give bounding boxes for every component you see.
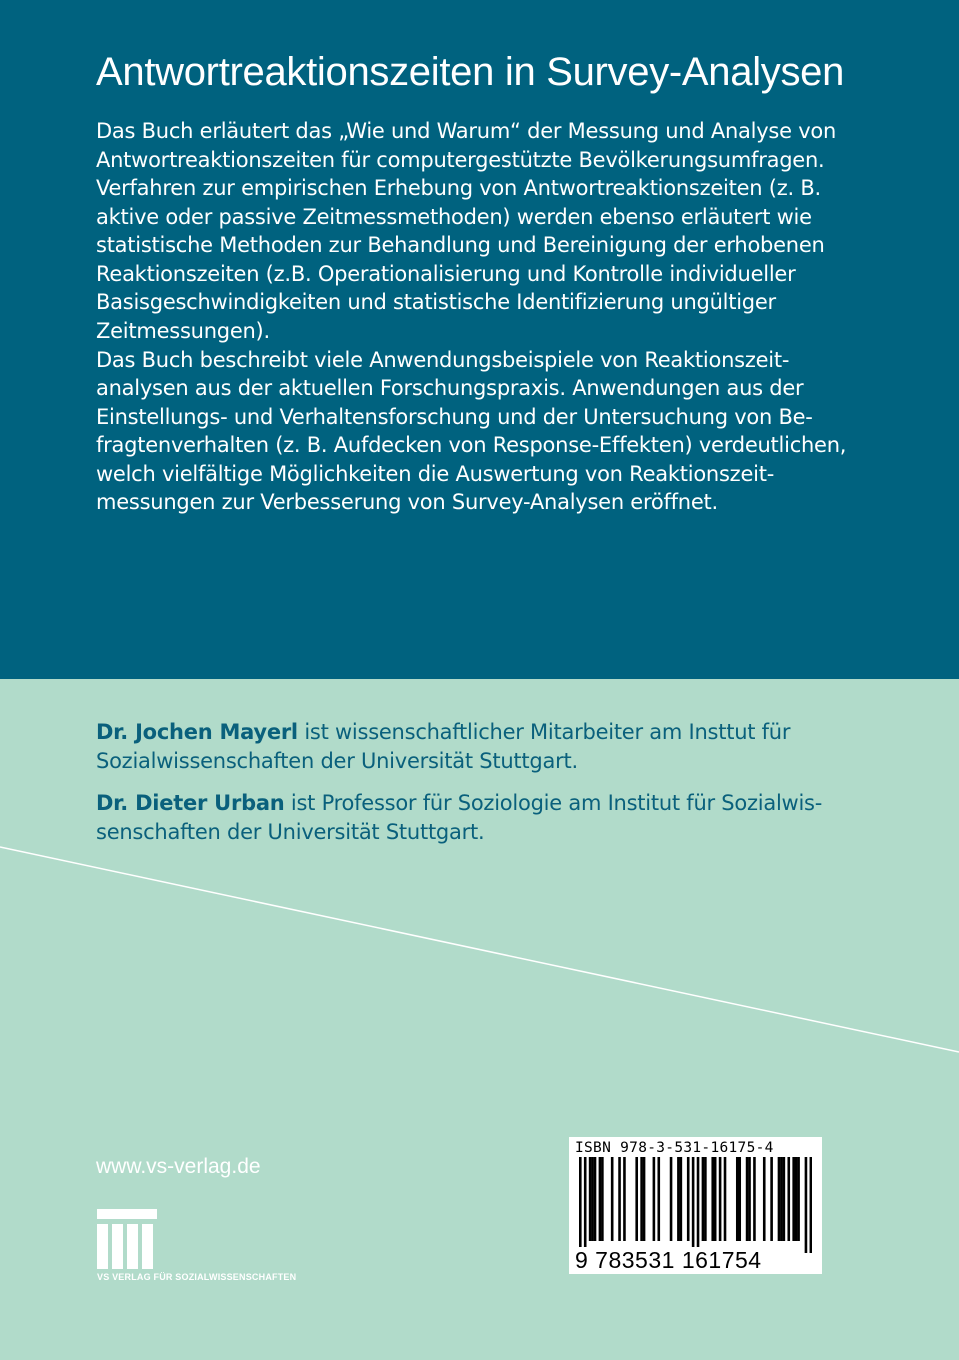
barcode-bar <box>746 1157 749 1241</box>
publisher-website-link[interactable]: www.vs-verlag.de <box>96 1155 261 1178</box>
description-line: Einstellungs- und Verhaltensforschung und der Untersuchung von Be- <box>96 405 813 429</box>
author-bio-text: ist wissenschaftlicher Mitarbeiter am Insttut für <box>297 720 791 744</box>
description-line: Das Buch erläutert das „Wie und Warum“ der Messung und Analyse von <box>96 119 837 143</box>
barcode-bar <box>724 1157 727 1241</box>
book-title: Antwortreaktionszeiten in Survey-Analysen <box>96 50 845 94</box>
barcode-bar <box>657 1157 660 1241</box>
barcode-bar <box>778 1157 781 1241</box>
barcode-bar <box>670 1157 673 1241</box>
description-line: fragtenverhalten (z. B. Aufdecken von Response-Effekten) verdeutlichen, <box>96 433 847 457</box>
barcode-bar <box>810 1157 812 1253</box>
barcode-bar <box>653 1157 656 1241</box>
barcode-bar <box>714 1157 717 1241</box>
barcode-bars <box>579 1157 812 1253</box>
barcode-bar <box>623 1157 626 1241</box>
barcode-bar <box>797 1157 800 1241</box>
description-line: analysen aus der aktuellen Forschungspraxis. Anwendungen aus der <box>96 376 804 400</box>
barcode-bar <box>611 1157 614 1241</box>
description-line: messungen zur Verbesserung von Survey-Analysen eröffnet. <box>96 490 718 514</box>
description-line: welch vielfältige Möglichkeiten die Auswertung von Reaktionszeit- <box>96 462 775 486</box>
barcode-bar <box>738 1157 741 1241</box>
barcode-bar <box>687 1157 690 1241</box>
barcode-bar <box>640 1157 643 1241</box>
barcode-bar <box>770 1157 773 1241</box>
barcode-bar <box>780 1157 783 1241</box>
description-line: Basisgeschwindigkeiten und statistische Identifizierung ungültiger <box>96 290 776 314</box>
isbn-digits: 9 783531 161754 <box>575 1247 762 1273</box>
barcode-bar <box>692 1157 695 1253</box>
barcode-bar <box>579 1157 582 1253</box>
barcode-bar <box>677 1157 680 1241</box>
description-line: statistische Methoden zur Behandlung und Bereinigung der erhobenen <box>96 233 825 257</box>
description-line: aktive oder passive Zeitmessmethoden) werden ebenso erläutert wie <box>96 205 812 229</box>
author-bio-line <box>96 791 822 815</box>
barcode-bar <box>589 1157 592 1241</box>
author-bio-line <box>96 720 790 744</box>
author-name: Dr. Jochen Mayerl <box>96 720 298 744</box>
barcode-bar <box>635 1157 638 1241</box>
barcode-bar <box>748 1157 751 1241</box>
description-line: Das Buch beschreibt viele Anwendungsbeispiele von Reaktionszeit- <box>96 348 790 372</box>
description-line: Zeitmessungen). <box>96 319 270 343</box>
author-bio-line: senschaften der Universität Stuttgart. <box>96 820 485 844</box>
barcode-bar <box>599 1157 602 1241</box>
barcode-bar <box>787 1157 790 1241</box>
description-line: Antwortreaktionszeiten für computergestützte Bevölkerungsumfragen. <box>96 148 825 172</box>
publisher-name: VS VERLAG FÜR SOZIALWISSENSCHAFTEN <box>97 1272 297 1282</box>
barcode-bar <box>591 1157 594 1241</box>
barcode-bar <box>704 1157 707 1241</box>
barcode-bar <box>795 1157 798 1241</box>
barcode-bar <box>680 1157 683 1241</box>
description-line: Reaktionszeiten (z.B. Operationalisierung und Kontrolle individueller <box>96 262 796 286</box>
description-line: Verfahren zur empirischen Erhebung von Antwortreaktionszeiten (z. B. <box>96 176 821 200</box>
author-bio-line: Sozialwissenschaften der Universität Stuttgart. <box>96 749 578 773</box>
barcode-bar <box>783 1157 786 1241</box>
barcode-bar <box>763 1157 766 1241</box>
barcode-bar <box>736 1157 739 1241</box>
barcode-bar <box>594 1157 597 1241</box>
barcode-bar <box>643 1157 646 1241</box>
barcode-bar <box>702 1157 705 1241</box>
barcode-bar <box>584 1157 587 1253</box>
author-bio-text: ist Professor für Soziologie am Institut für Sozialwis- <box>284 791 823 815</box>
barcode-bar <box>805 1157 808 1253</box>
author-name: Dr. Dieter Urban <box>96 791 285 815</box>
barcode-bar <box>711 1157 714 1241</box>
barcode-bar <box>792 1157 795 1241</box>
barcode-bar <box>618 1157 621 1241</box>
barcode-bar <box>719 1157 722 1241</box>
isbn-barcode <box>569 1137 822 1274</box>
isbn-label: ISBN 978-3-531-16175-4 <box>575 1140 774 1156</box>
barcode-bar <box>753 1157 756 1241</box>
barcode-bar <box>697 1157 700 1253</box>
barcode-bar <box>601 1157 604 1241</box>
publisher-logo-icon <box>97 1209 157 1269</box>
